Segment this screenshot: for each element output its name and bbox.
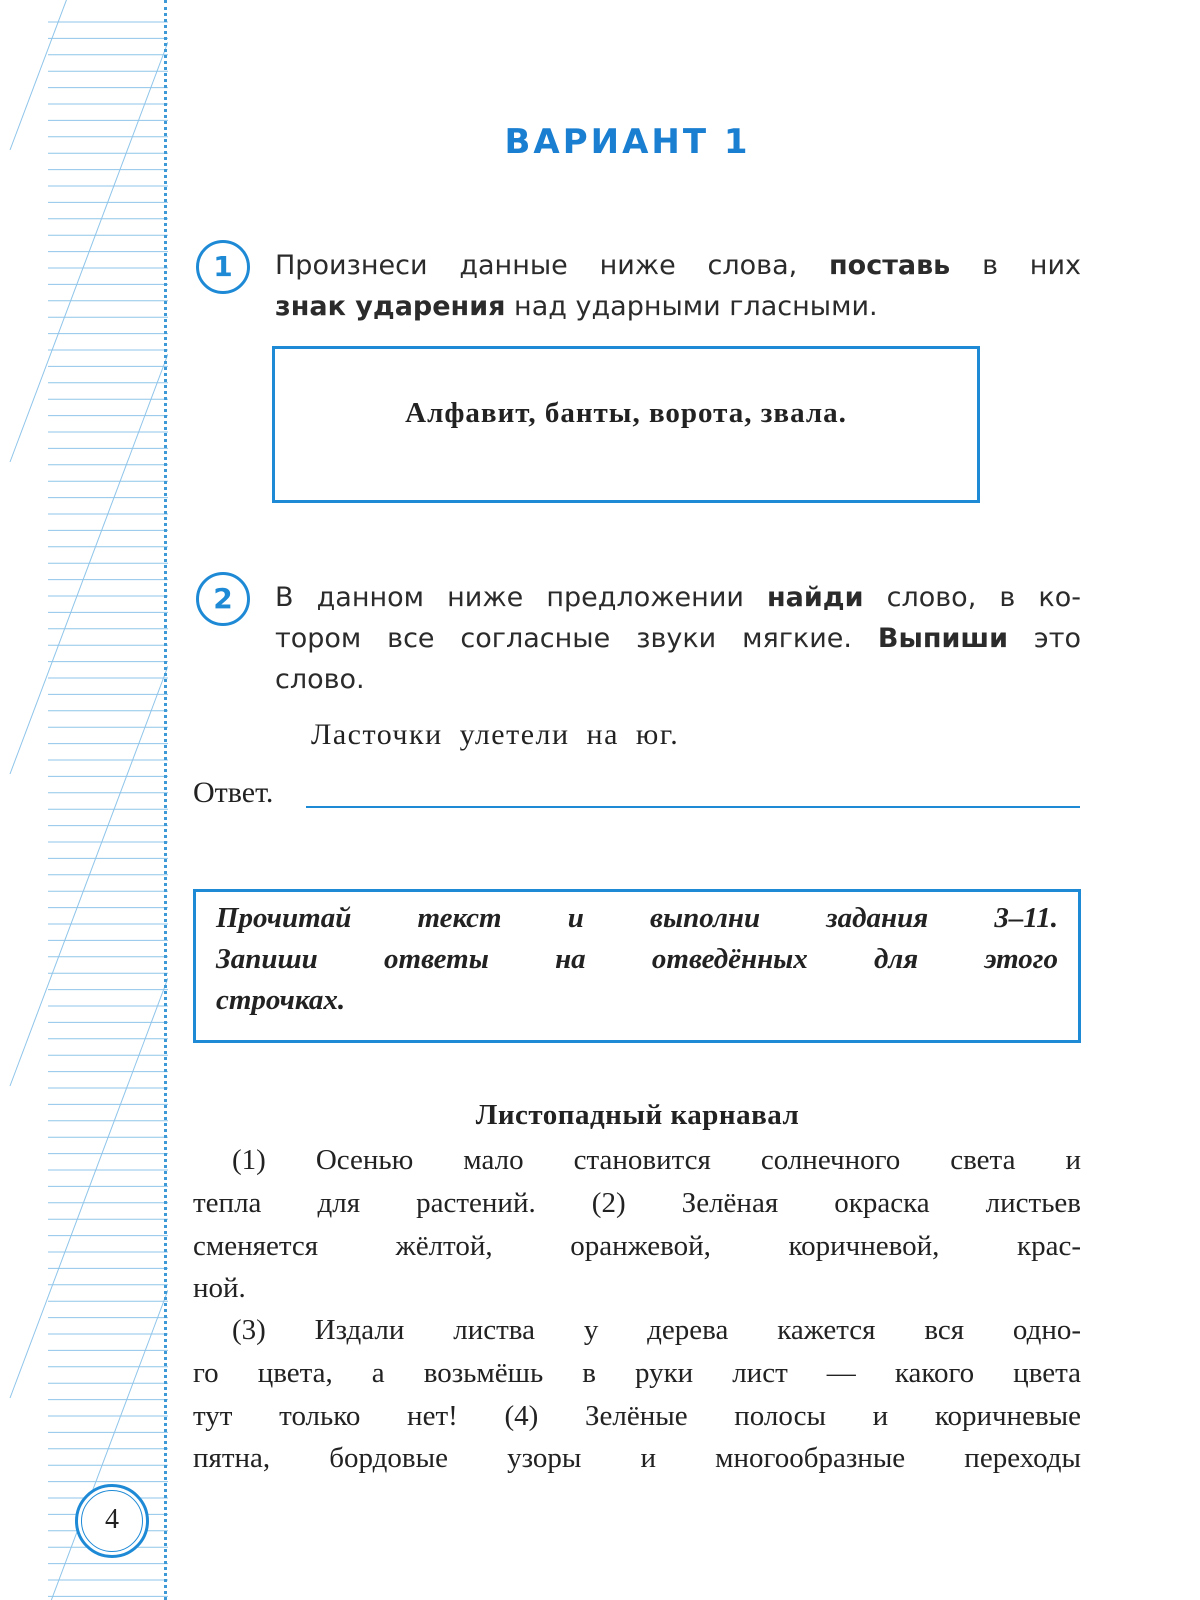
text-line-content: го цвета, а возьмёшь в руки лист — какого цвета [193,1357,1081,1389]
ruled-margin [0,0,168,1600]
text-line [193,1272,1081,1305]
page-title: ВАРИАНТ 1 [504,122,751,162]
text-line-content: (3) Издали листва у дерева кажется вся одно- [232,1314,1081,1346]
text-line [232,1314,1081,1347]
instruction-line-3-text: строчках. [216,984,346,1016]
task-2-text-2 [275,623,1081,654]
words-box [272,346,980,503]
task-number-1: 1 [196,240,250,294]
words-list: Алфавит, банты, ворота, звала. [405,397,847,429]
margin-dotted-line [164,0,167,1600]
margin-slant-line [10,978,168,1398]
text-line-content: ной. [193,1272,246,1304]
text-line [193,1187,1081,1220]
margin-slant-line [10,666,168,1086]
task-2-line-2: тором все согласные звуки мягкие. Выпиши это [275,623,1081,654]
text-line [232,1144,1081,1177]
text-line [193,1442,1081,1475]
instruction-line-2-text: Запиши ответы на отведённых для этого [216,943,1058,975]
answer-label: Ответ. [193,776,274,809]
page-number-badge [75,1484,149,1558]
text-line [193,1400,1081,1433]
text-line [193,1230,1081,1263]
margin-ruling [0,0,168,1600]
instruction-line-3 [216,984,1058,1017]
text-line-content: пятна, бордовые узоры и многообразные переходы [193,1442,1081,1474]
text-line-content: сменяется жёлтой, оранжевой, коричневой, крас- [193,1230,1081,1262]
task-2-line-3: слово. [275,664,365,695]
task-2-text [275,582,1081,613]
task-1-text-2 [275,291,1081,322]
instruction-line-1-text: Прочитай текст и выполни задания 3–11. [216,902,1058,934]
instruction-line-1 [216,902,1058,935]
text-line-content: (1) Осенью мало становится солнечного света и [232,1144,1081,1176]
text-line [193,1357,1081,1390]
task-1-line-1: Произнеси данные ниже слова, поставь в них [275,250,1081,281]
page-number: 4 [105,1504,119,1535]
instruction-line-2 [216,943,1058,976]
text-line-content: тепла для растений. (2) Зелёная окраска листьев [193,1187,1081,1219]
task-2-line-1: В данном ниже предложении найди слово, в ко- [275,582,1081,613]
text-title: Листопадный карнавал [475,1099,800,1131]
task-2-sentence: Ласточки улетели на юг. [311,718,680,751]
instruction-box [193,889,1081,1043]
task-1-text [275,250,1081,281]
answer-line[interactable] [306,806,1080,808]
task-1-line-2: знак ударения над ударными гласными. [275,291,878,322]
margin-slant-line [10,1290,168,1600]
text-line-content: тут только нет! (4) Зелёные полосы и коричневые [193,1400,1081,1432]
task-number-2: 2 [196,572,250,626]
